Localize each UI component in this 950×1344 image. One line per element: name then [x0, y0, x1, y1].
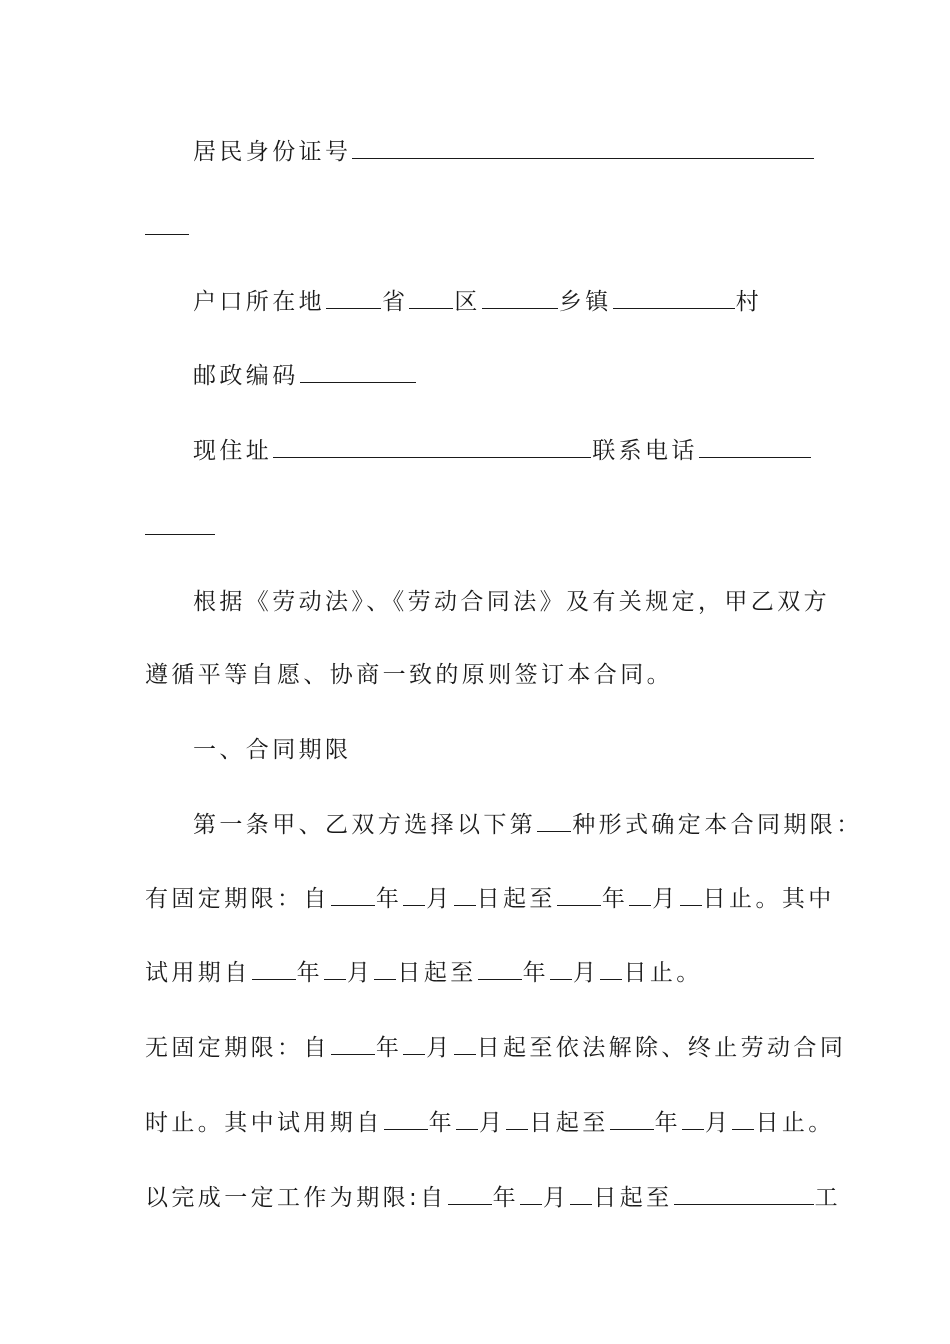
year-unit: 年 [428, 1110, 456, 1136]
intro-line-1: 根据《劳动法》、《劳动合同法》及有关规定，甲乙双方 [193, 589, 830, 615]
postal-row [193, 361, 417, 391]
address-blank[interactable] [273, 439, 591, 458]
township-blank[interactable] [482, 290, 558, 309]
address-row [193, 436, 812, 466]
form-choice-blank[interactable] [537, 813, 571, 832]
from-day-unit: 日起至 [397, 960, 477, 986]
year-unit: 年 [654, 1110, 682, 1136]
fixed-start-year-blank[interactable] [331, 887, 375, 906]
month-unit: 月 [573, 960, 600, 986]
village-blank[interactable] [613, 290, 735, 309]
open-prob-end-year-blank[interactable] [610, 1111, 654, 1130]
hukou-row [193, 287, 762, 317]
month-unit: 月 [347, 960, 374, 986]
year-unit: 年 [375, 1035, 403, 1061]
probation-label: 试用期自 [145, 960, 251, 986]
phone-blank-continued[interactable] [145, 534, 215, 535]
task-start-year-blank[interactable] [448, 1186, 492, 1205]
open-term-trail: 日起至依法解除、终止劳动合同 [476, 1035, 847, 1061]
village-label: 村 [735, 289, 763, 315]
article-1-text-a: 第一条甲、乙双方选择以下第 [193, 812, 537, 838]
hukou-label: 户口所在地 [193, 289, 325, 315]
year-unit: 年 [492, 1185, 519, 1211]
from-day-unit: 日起至 [593, 1185, 673, 1211]
township-label: 乡镇 [558, 289, 612, 315]
open-probation-row [145, 1108, 835, 1138]
probation-start-year-blank[interactable] [252, 961, 296, 980]
month-unit: 月 [705, 1110, 732, 1136]
province-label: 省 [382, 289, 409, 315]
year-unit: 年 [601, 886, 629, 912]
postal-blank[interactable] [300, 364, 416, 383]
month-unit: 月 [426, 1035, 453, 1061]
month-unit: 月 [426, 886, 453, 912]
article-1-row [193, 810, 863, 840]
open-term-label: 无固定期限：自 [145, 1035, 330, 1061]
year-unit: 年 [522, 960, 550, 986]
fixed-end-month-blank[interactable] [629, 887, 651, 906]
open-prob-start-day-blank[interactable] [506, 1111, 528, 1130]
task-start-day-blank[interactable] [570, 1186, 592, 1205]
fixed-end-year-blank[interactable] [557, 887, 601, 906]
from-day-unit: 日起至 [529, 1110, 609, 1136]
id-number-blank-continued[interactable] [145, 234, 189, 235]
open-term-row [145, 1033, 846, 1063]
fixed-start-day-blank[interactable] [454, 887, 476, 906]
open-probation-label: 时止。其中试用期自 [145, 1110, 383, 1136]
open-start-month-blank[interactable] [403, 1036, 425, 1055]
task-term-label: 以完成一定工作为期限:自 [145, 1185, 447, 1211]
intro-line-2: 遵循平等自愿、协商一致的原则签订本合同。 [145, 662, 673, 688]
fixed-term-row [145, 884, 835, 914]
task-term-row [145, 1183, 841, 1213]
year-unit: 年 [375, 886, 403, 912]
phone-blank[interactable] [699, 439, 811, 458]
postal-label: 邮政编码 [193, 363, 299, 389]
fixed-term-trail: 日止。其中 [702, 886, 835, 912]
district-label: 区 [454, 289, 481, 315]
fixed-end-day-blank[interactable] [680, 887, 702, 906]
probation-end: 日止。 [623, 960, 703, 986]
month-unit: 月 [652, 886, 679, 912]
probation-end-day-blank[interactable] [600, 961, 622, 980]
open-probation-end: 日止。 [755, 1110, 835, 1136]
probation-start-month-blank[interactable] [324, 961, 346, 980]
id-number-row [193, 137, 815, 167]
fixed-probation-row [145, 958, 703, 988]
task-start-month-blank[interactable] [520, 1186, 542, 1205]
id-number-blank[interactable] [352, 140, 814, 159]
province-blank[interactable] [326, 290, 381, 309]
from-day-unit: 日起至 [476, 886, 556, 912]
phone-label: 联系电话 [592, 438, 698, 464]
article-1-text-b: 种形式确定本合同期限： [572, 812, 863, 838]
open-prob-start-month-blank[interactable] [456, 1111, 478, 1130]
task-description-blank[interactable] [674, 1186, 814, 1205]
year-unit: 年 [296, 960, 324, 986]
task-term-trail: 工 [814, 1185, 841, 1211]
id-number-label: 居民身份证号 [193, 139, 352, 165]
probation-start-day-blank[interactable] [374, 961, 396, 980]
open-start-year-blank[interactable] [331, 1036, 375, 1055]
open-prob-start-year-blank[interactable] [384, 1111, 428, 1130]
fixed-start-month-blank[interactable] [403, 887, 425, 906]
section-heading: 一、合同期限 [193, 737, 352, 763]
district-blank[interactable] [409, 290, 453, 309]
fixed-term-label: 有固定期限：自 [145, 886, 330, 912]
month-unit: 月 [479, 1110, 506, 1136]
probation-end-year-blank[interactable] [478, 961, 522, 980]
address-label: 现住址 [193, 438, 273, 464]
probation-end-month-blank[interactable] [550, 961, 572, 980]
open-prob-end-day-blank[interactable] [732, 1111, 754, 1130]
month-unit: 月 [542, 1185, 570, 1211]
open-start-day-blank[interactable] [454, 1036, 476, 1055]
open-prob-end-month-blank[interactable] [682, 1111, 704, 1130]
